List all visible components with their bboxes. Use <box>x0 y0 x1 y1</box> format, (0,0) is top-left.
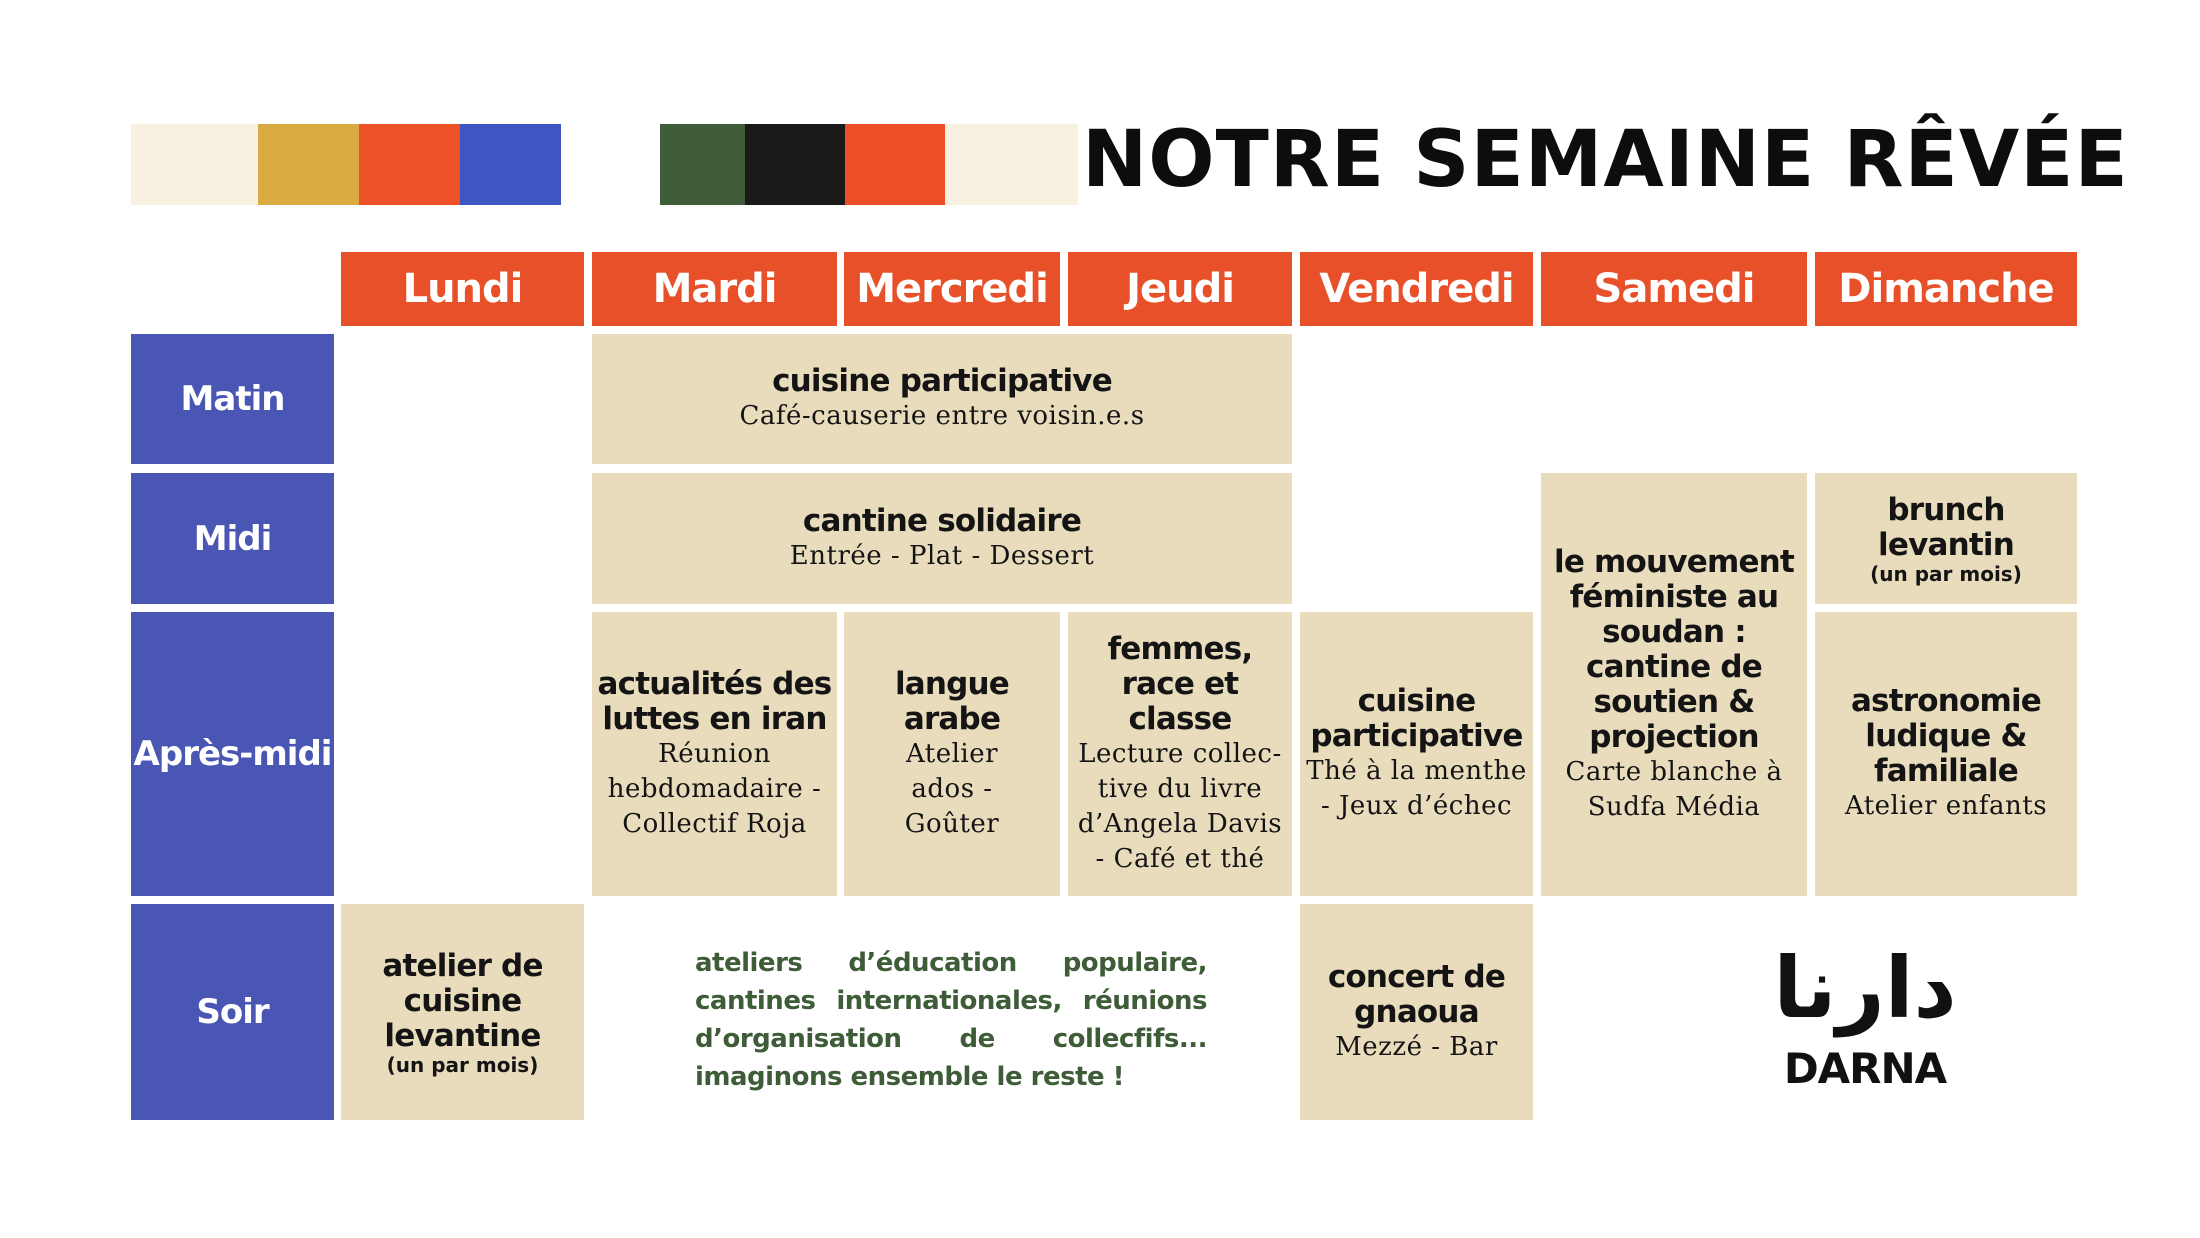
event-samedi-mouvement-feministe <box>1541 473 1807 896</box>
event-title: concert de gnaoua <box>1327 958 1506 1030</box>
swatch-blue <box>460 124 561 205</box>
event-vendredi-concert-gnaoua <box>1300 904 1533 1120</box>
event-dimanche-astronomie <box>1815 612 2077 896</box>
page-title: NOTRE SEMAINE RÊVÉE <box>1082 115 2129 205</box>
event-matin-cuisine-participative <box>592 334 1292 464</box>
day-header-dimanche: Dimanche <box>1815 252 2077 326</box>
event-title: cantine solidaire <box>802 502 1082 539</box>
event-title: astronomie ludique & familiale <box>1850 683 2042 789</box>
event-title: cuisine participative <box>772 363 1112 399</box>
event-mercredi-langue-arabe <box>844 612 1060 896</box>
day-header-jeudi: Jeudi <box>1068 252 1292 326</box>
event-title: atelier de cuisine levantine <box>382 947 543 1054</box>
day-header-lundi: Lundi <box>341 252 584 326</box>
event-title: cuisine participative <box>1310 683 1523 754</box>
event-title: actualités des luttes en iran <box>597 665 832 737</box>
event-title: femmes, race et classe <box>1107 630 1253 737</box>
event-note: (un par mois) <box>386 1052 539 1077</box>
day-header-mardi: Mardi <box>592 252 837 326</box>
event-subtitle: Entrée - Plat - Dessert <box>789 540 1095 571</box>
event-lundi-atelier-cuisine-levantine <box>341 904 584 1120</box>
day-header-mercredi: Mercredi <box>844 252 1060 326</box>
event-mardi-luttes-iran <box>592 612 837 896</box>
event-subtitle: Thé à la menthe - Jeux d’échec <box>1306 756 1527 821</box>
event-title: brunch levantin <box>1878 491 2014 563</box>
event-subtitle: Carte blanche à Sudfa Média <box>1565 756 1783 822</box>
event-subtitle: Atelier enfants <box>1844 791 2048 821</box>
event-midi-cantine-solidaire <box>592 473 1292 604</box>
swatch-cream-1 <box>131 124 258 205</box>
soir-note-text: ateliers d’éducation populaire, cantines internationales, réunions d’organisation de collecfifs... imaginons ensemble le reste ! <box>695 948 1207 1092</box>
event-dimanche-brunch-levantin <box>1815 473 2077 604</box>
slot-label-midi: Midi <box>131 473 334 604</box>
day-header-vendredi: Vendredi <box>1300 252 1533 326</box>
darna-logo-arabic: دارنا <box>1773 938 1957 1037</box>
darna-logo-latin: DARNA <box>1783 1043 1947 1093</box>
event-note: (un par mois) <box>1870 561 2022 586</box>
swatch-mustard <box>258 124 359 205</box>
slot-label-soir: Soir <box>131 904 334 1120</box>
event-subtitle: Café-causerie entre voisin.e.s <box>739 401 1145 431</box>
swatch-cream-2 <box>945 124 1078 205</box>
event-subtitle: Atelier ados - Goûter <box>904 738 1000 839</box>
event-vendredi-cuisine-participative <box>1300 612 1533 896</box>
swatch-green <box>660 124 745 205</box>
event-subtitle: Mezzé - Bar <box>1335 1031 1498 1062</box>
event-title: langue arabe <box>894 665 1010 737</box>
swatch-black <box>745 124 845 205</box>
day-header-samedi: Samedi <box>1541 252 1807 326</box>
slot-label-apres-midi: Après-midi <box>131 612 334 896</box>
event-subtitle: Réunion hebdomadaire - Collectif Roja <box>607 738 822 839</box>
slot-label-matin: Matin <box>131 334 334 464</box>
swatch-orange-1 <box>359 124 460 205</box>
event-subtitle: Lecture collec-tive du livre d’Angela Davis - Café et thé <box>1077 738 1283 874</box>
event-title: le mouvement féministe au soudan : cantine de soutien & projection <box>1554 543 1794 755</box>
event-jeudi-femmes-race-classe <box>1068 612 1292 896</box>
swatch-orange-2 <box>845 124 945 205</box>
